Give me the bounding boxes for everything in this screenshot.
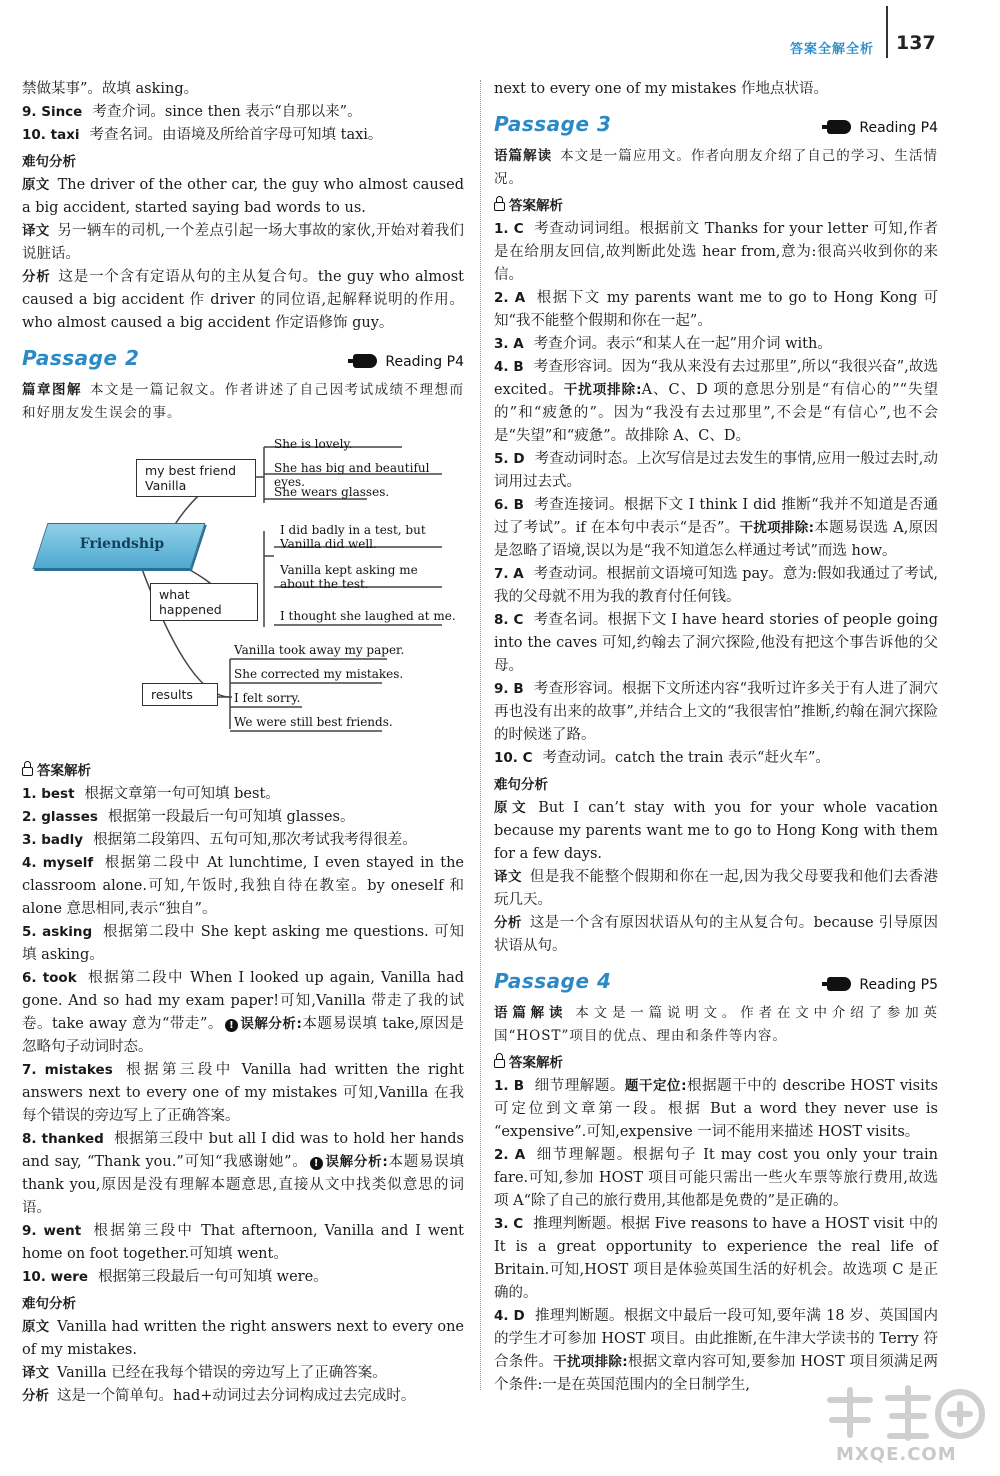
mind-map [22, 429, 464, 754]
page-header [0, 0, 1000, 62]
answer-item: 5. D 考查动词时态。上次写信是过去发生的事情,应用一般过去时,动词用过去式。 [494, 451, 938, 490]
answer-item: 1. B 细节理解题。题干定位:根据题干中的 describe HOST visits 可定位到文章第一段。根据 But a word they never use is “expensive”.可知,expensive 一词不能用来描述 HOST visits。 [494, 1078, 939, 1140]
lock-icon [22, 767, 33, 776]
pointing-hand-icon [827, 120, 851, 134]
passage-intro: 篇章图解 本文是一篇记叙文。作者讲述了自己因考试成绩不理想而和好朋友发生误会的事。 [22, 382, 465, 421]
answer-item: 2. glasses 根据第一段最后一句可知填 glasses。 [22, 809, 355, 825]
lock-icon [494, 1059, 505, 1068]
mind-map-leaf: Vanilla kept asking me about the test. [280, 563, 418, 591]
answer-item: 6. B 考查连接词。根据下文 I think I did 推断“我并不知道是否通过了考试”。if 在本句中表示“是否”。干扰项排除:本题易误选 A,原因是忽略了语境,误以为是“我不知道怎么样通过考试”而选 how。 [494, 497, 938, 559]
pointing-hand-icon [827, 977, 851, 991]
column-divider [480, 80, 481, 1390]
passage-heading [494, 109, 938, 145]
answer-item: 9. Since 考查介词。since then 表示“自那以来”。 [22, 104, 362, 120]
answer-item: 5. asking 根据第二段中 She kept asking me questions. 可知填 asking。 [22, 924, 465, 963]
answer-item: 10. were 根据第三段最后一句可知填 were。 [22, 1269, 328, 1285]
continued-text: next to every one of my mistakes 作地点状语。 [494, 81, 829, 97]
answer-item: 8. thanked 根据第三段中 but all I did was to hold her hands and say, “Thank you.”可知“我感谢她”。 ! 误解分析:本题易误填 thank you,原因是没有理解本题意思,直接从文中找类似意思的词语。 [22, 1131, 465, 1216]
section-title: 难句分析 [22, 154, 76, 170]
mind-map-leaf: She has big and beautiful eyes. [274, 461, 430, 489]
answer-item: 3. A 考查介词。表示“和某人在一起”用介词 with。 [494, 336, 832, 352]
answer-item: 9. B 考查形容词。根据下文所述内容“我听过许多关于有人进了洞穴再也没有出来的故事”,并结合上文的“我很害怕”推断,约翰在洞穴探险的时候迷了路。 [494, 681, 938, 743]
section-title: 难句分析 [494, 777, 548, 793]
answer-item: 4. myself 根据第二段中 At lunchtime, I even stayed in the classroom alone.可知,午饭时,我独自待在教室。by oneself 和 alone 意思相同,表示“独自”。 [22, 855, 464, 917]
answer-item: 4. B 考查形容词。因为“我从来没有去过那里”,所以“我很兴奋”,故选 excited。干扰项排除:A、C、D 项的意思分别是“有信心的”“失望的”和“疲惫的”。因为“我没有去过那里”,不会是“有信心”,也不会是“失望”和“疲惫”。故排除 A、C、D。 [494, 359, 938, 444]
passage-heading [494, 966, 938, 1002]
mind-map-leaf: She is lovely. [274, 437, 353, 451]
mind-map-center: Friendship [79, 536, 165, 552]
passage-title: Passage 2 [22, 346, 140, 370]
answer-item: 1. best 根据文章第一句可知填 best。 [22, 786, 280, 802]
answer-item: 9. went 根据第三段中 That afternoon, Vanilla and I went home on foot together.可知填 went。 [22, 1223, 464, 1262]
page-number: 137 [896, 32, 936, 54]
left-column [22, 78, 464, 1408]
mind-map-branch: what happened [150, 583, 258, 621]
watermark-text: MXQE.COM [836, 1444, 957, 1465]
answer-item: 8. C 考查名词。根据下文 I have heard stories of people going into the caves 可知,约翰去了洞穴探险,他没有把这个事告诉他的父母。 [494, 612, 938, 674]
translation: 译文 但是我不能整个假期和你在一起,因为我父母要我和他们去香港玩几天。 [494, 869, 938, 908]
mind-map-branch: results [142, 683, 218, 706]
watermark-emblem-icon [810, 1380, 990, 1450]
section-title: 答案解析 [494, 195, 938, 218]
answer-item: 10. taxi 考查名词。由语境及所给首字母可知填 taxi。 [22, 127, 383, 143]
original-sentence: 原文 But I can’t stay with you for your whole vacation because my parents want me to go to Hong Kong with them for a few days. [494, 800, 939, 862]
answer-item: 2. A 细节理解题。根据句子 It may cost you only your train fare.可知,参加 HOST 项目可能只需出一些火车票等旅行费用,故选项 A“除了自己的旅行费用,其他都是免费的”是正确的。 [494, 1147, 938, 1209]
answer-item: 6. took 根据第二段中 When I looked up again, Vanilla had gone. And so had my exam paper!可知,Vanilla 带走了我的试卷。take away 意为“带走”。 ! 误解分析:本题易误填 take,原因是忽略句子动词时态。 [22, 970, 465, 1055]
passage-intro: 语篇解读 本文是一篇应用文。作者向朋友介绍了自己的学习、生活情况。 [494, 148, 939, 187]
passage-title: Passage 3 [494, 112, 612, 136]
analysis: 分析 这是一个含有原因状语从句的主从复合句。because 引导原因状语从句。 [494, 915, 938, 954]
right-column [494, 78, 938, 1397]
mind-map-leaf: She wears glasses. [274, 485, 390, 499]
answer-item: 7. mistakes 根据第三段中 Vanilla had written the right answers next to every one of my mistakes 可知,Vanilla 在我每个错误的旁边写上了正确答案。 [22, 1062, 464, 1124]
answer-item: 4. D 推理判断题。根据文中最后一段可知,要年满 18 岁、英国国内的学生才可参加 HOST 项目。由此推断,在牛津大学读书的 Terry 符合条件。干扰项排除:根据文章内容可知,要参加 HOST 项目须满足两个条件:一是在英国范围内的全日制学生, [494, 1308, 939, 1393]
mind-map-leaf: I did badly in a test, but Vanilla did well. [280, 523, 426, 551]
reading-reference: Reading P5 [827, 974, 938, 997]
passage-intro: 语篇解读 本文是一篇说明文。作者在文中介绍了参加英国“HOST”项目的优点、理由和条件等内容。 [494, 1005, 939, 1044]
lock-icon [494, 202, 505, 211]
answer-item: 1. C 考查动词词组。根据前文 Thanks for your letter 可知,作者是在给朋友回信,故判断此处选 hear from,意为:很高兴收到你的来信。 [494, 221, 938, 283]
answer-item: 7. A 考查动词。根据前文语境可知选 pay。意为:假如我通过了考试,我的父母就不用为我的教育付任何钱。 [494, 566, 938, 605]
section-title: 答案解析 [494, 1052, 938, 1075]
reading-reference: Reading P4 [353, 351, 464, 374]
translation: 译文 Vanilla 已经在我每个错误的旁边写上了正确答案。 [22, 1365, 387, 1381]
watermark-logo [810, 1380, 990, 1472]
answer-item: 10. C 考查动词。catch the train 表示“赶火车”。 [494, 750, 830, 766]
warning-icon: ! [225, 1019, 238, 1032]
mind-map-leaf: I thought she laughed at me. [280, 609, 456, 623]
section-title: 难句分析 [22, 1296, 76, 1312]
passage-title: Passage 4 [494, 969, 612, 993]
answer-item: 3. badly 根据第二段第四、五句可知,那次考试我考得很差。 [22, 832, 417, 848]
mind-map-leaf: She corrected my mistakes. [234, 667, 404, 681]
original-sentence: 原文 Vanilla had written the right answers next to every one of my mistakes. [22, 1319, 464, 1358]
passage-heading [22, 343, 464, 379]
mind-map-leaf: I felt sorry. [234, 691, 301, 705]
pointing-hand-icon [353, 354, 377, 368]
analysis: 分析 这是一个含有定语从句的主从复合句。the guy who almost caused a big accident 作 driver 的同位语,起解释说明的作用。who almost caused a big accident 作定语修饰 guy。 [22, 269, 464, 331]
header-title: 答案全解全析 [790, 42, 875, 57]
answer-item: 2. A 根据下文 my parents want me to go to Hong Kong 可知“我不能整个假期和你在一起”。 [494, 290, 938, 329]
translation: 译文 另一辆车的司机,一个差点引起一场大事故的家伙,开始对着我们说脏话。 [22, 223, 465, 262]
analysis: 分析 这是一个简单句。had+动词过去分词构成过去完成时。 [22, 1388, 416, 1404]
continued-text: 禁做某事”。故填 asking。 [22, 81, 199, 97]
header-divider [886, 6, 888, 58]
section-title: 答案解析 [22, 760, 464, 783]
answer-item: 3. C 推理判断题。根据 Five reasons to have a HOST visit 中的 It is a great opportunity to experience the real life of Britain.可知,HOST 项目是体验英国生活的好机会。故选项 C 是正确的。 [494, 1216, 938, 1301]
reading-reference: Reading P4 [827, 117, 938, 140]
mind-map-leaf: Vanilla took away my paper. [234, 643, 405, 657]
mind-map-leaf: We were still best friends. [234, 715, 393, 729]
mind-map-branch: my best friend Vanilla [136, 459, 256, 497]
original-sentence: 原文 The driver of the other car, the guy who almost caused a big accident, started saying bad words to us. [22, 177, 465, 216]
warning-icon: ! [310, 1157, 323, 1170]
